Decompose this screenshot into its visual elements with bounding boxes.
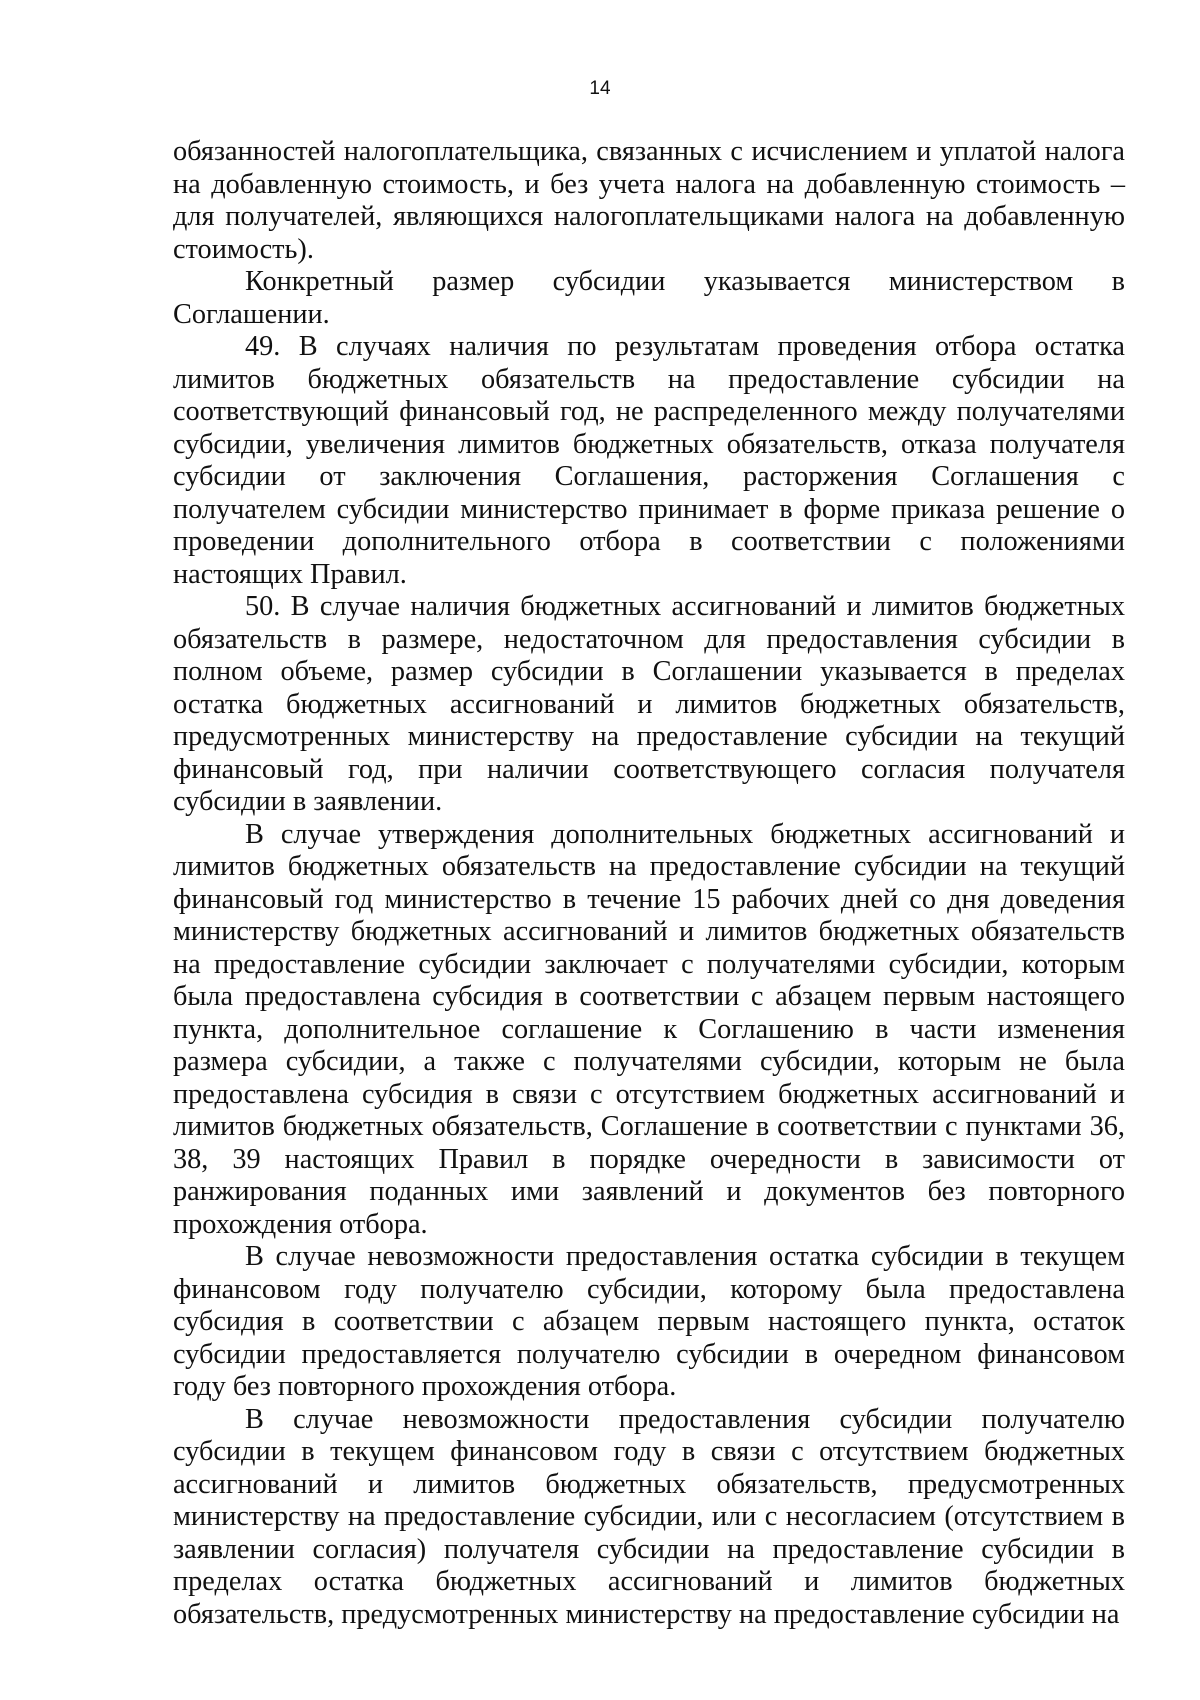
paragraph-subsidy-amount: Конкретный размер субсидии указывается министерством в Соглашении. [173, 266, 1125, 330]
paragraph-clause-49: 49. В случаях наличия по результатам проведения отбора остатка лимитов бюджетных обязательств на предоставление субсидии на соответствующий финансовый год, не распределенного между получателями субсидии, увеличения лимитов бюджетных обязательств, отказа получателя субсидии от заключения Соглашения, расторжения Соглашения с получателем субсидии министерство принимает в форме приказа решение о проведении дополнительного отбора в соответствии с положениями настоящих Правил. [173, 331, 1125, 590]
paragraph-remaining-subsidy: В случае невозможности предоставления остатка субсидии в текущем финансовом году получателю субсидии, которому была предоставлена субсидия в соответствии с абзацем первым настоящего пункта, остаток субсидии предоставляется получателю субсидии в очередном финансовом году без повторного прохождения отбора. [173, 1241, 1125, 1402]
paragraph-additional-allocations: В случае утверждения дополнительных бюджетных ассигнований и лимитов бюджетных обязательств на предоставление субсидии на текущий финансовый год министерство в течение 15 рабочих дней со дня доведения министерству бюджетных ассигнований и лимитов бюджетных обязательств на предоставление субсидии заключает с получателями субсидии, которым была предоставлена субсидия в соответствии с абзацем первым настоящего пункта, дополнительное соглашение к Соглашению в части изменения размера субсидии, а также с получателями субсидии, которым не была предоставлена субсидия в связи с отсутствием бюджетных ассигнований и лимитов бюджетных обязательств, Соглашение в соответствии с пунктами 36, 38, 39 настоящих Правил в порядке очередности в зависимости от ранжирования поданных ими заявлений и документов без повторного прохождения отбора. [173, 818, 1125, 1240]
paragraph-clause-50: 50. В случае наличия бюджетных ассигнований и лимитов бюджетных обязательств в размере, недостаточном для предоставления субсидии в полном объеме, размер субсидии в Соглашении указывается в пределах остатка бюджетных ассигнований и лимитов бюджетных обязательств, предусмотренных министерству на предоставление субсидии на текущий финансовый год, при наличии соответствующего согласия получателя субсидии в заявлении. [173, 591, 1125, 817]
paragraph-continuation: обязанностей налогоплательщика, связанных с исчислением и уплатой налога на добавленную стоимость, и без учета налога на добавленную стоимость – для получателей, являющихся налогоплательщиками налога на добавленную стоимость). [173, 136, 1125, 265]
document-body [173, 136, 1125, 1631]
paragraph-impossibility: В случае невозможности предоставления субсидии получателю субсидии в текущем финансовом году в связи с отсутствием бюджетных ассигнований и лимитов бюджетных обязательств, предусмотренных министерству на предоставление субсидии, или с несогласием (отсутствием в заявлении согласия) получателя субсидии на предоставление субсидии в пределах остатка бюджетных ассигнований и лимитов бюджетных обязательств, предусмотренных министерству на предоставление субсидии на [173, 1403, 1125, 1630]
page-number: 14 [589, 78, 611, 99]
